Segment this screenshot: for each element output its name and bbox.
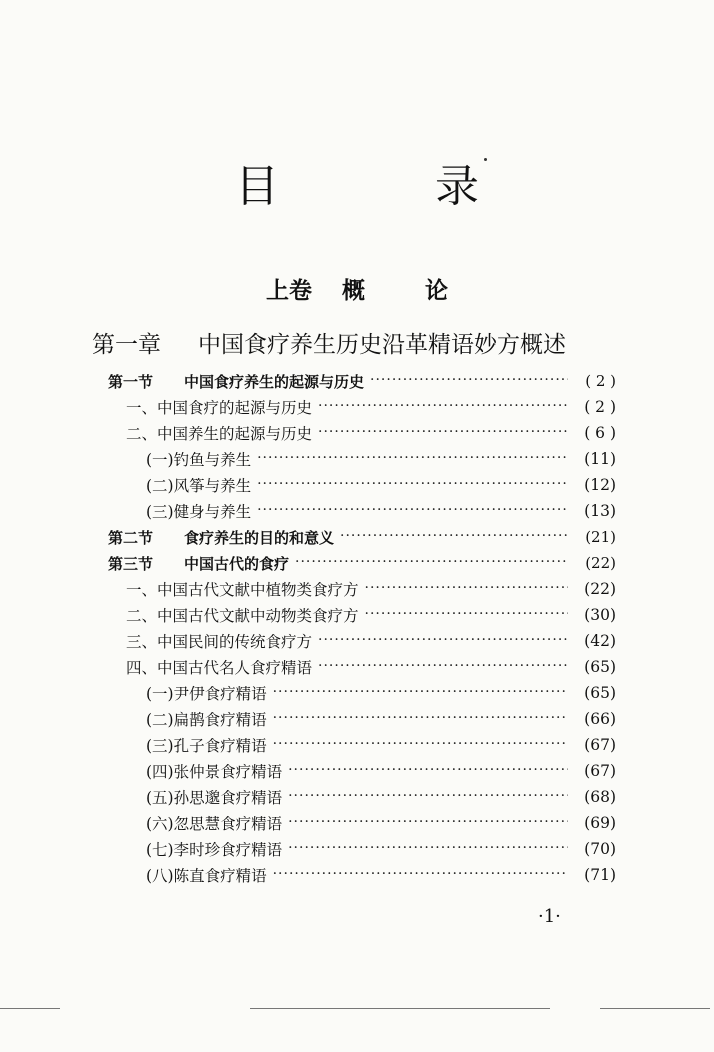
- leader-dots: [273, 710, 568, 728]
- chapter-heading: [92, 326, 652, 359]
- toc-entry-section[interactable]: [108, 524, 616, 550]
- leader-dots: [257, 476, 568, 494]
- entry-title: 三、中国民间的传统食疗方: [126, 633, 313, 651]
- toc-entry[interactable]: [126, 628, 616, 654]
- toc-entry[interactable]: [146, 498, 616, 524]
- entry-title: (六)忽思慧食疗精语: [146, 815, 283, 833]
- entry-title: (七)李时珍食疗精语: [146, 841, 283, 859]
- page-ref: (66): [584, 710, 616, 728]
- leader-dots: [318, 398, 568, 416]
- page-ref: ( 2 ): [584, 398, 616, 416]
- entry-title: (一)尹伊食疗精语: [146, 685, 267, 703]
- page-ref: ( 6 ): [584, 424, 616, 442]
- toc-entry[interactable]: [146, 732, 616, 758]
- leader-dots: [295, 554, 568, 572]
- page-ref: (30): [584, 606, 616, 624]
- volume-word-2: 论: [425, 278, 448, 304]
- entry-title: (三)孔子食疗精语: [146, 737, 267, 755]
- leader-dots: [288, 814, 568, 832]
- leader-dots: [365, 580, 568, 598]
- volume-heading: [0, 272, 714, 305]
- leader-dots: [318, 658, 568, 676]
- toc-entry-section[interactable]: [108, 368, 616, 394]
- page-ref: (22): [584, 580, 616, 598]
- toc-entry[interactable]: [126, 394, 616, 420]
- page-ref: (21): [585, 528, 616, 546]
- entry-title: 二、中国养生的起源与历史: [126, 425, 313, 443]
- leader-dots: [288, 788, 568, 806]
- toc-entry[interactable]: [146, 472, 616, 498]
- toc-entry[interactable]: [146, 836, 616, 862]
- entry-title: (三)健身与养生: [146, 503, 252, 521]
- page-ref: (11): [584, 450, 616, 468]
- page-ref: (13): [584, 502, 616, 520]
- leader-dots: [257, 502, 568, 520]
- page-ref: (70): [584, 840, 616, 858]
- leader-dots: [318, 632, 568, 650]
- scan-edge-line: [600, 1008, 710, 1009]
- toc-entry[interactable]: [126, 654, 616, 680]
- leader-dots: [257, 450, 568, 468]
- section-number: 第三节: [108, 554, 154, 573]
- leader-dots: [365, 606, 568, 624]
- volume-label: 上卷: [266, 278, 312, 304]
- page-ref: (71): [584, 866, 616, 884]
- leader-dots: [273, 736, 568, 754]
- entry-title: (四)张仲景食疗精语: [146, 763, 283, 781]
- section-title: 中国食疗养生的起源与历史: [184, 372, 365, 391]
- scan-speck: [484, 158, 487, 161]
- page-ref: (68): [584, 788, 616, 806]
- toc-entry[interactable]: [146, 680, 616, 706]
- section-number: 第一节: [108, 372, 154, 391]
- toc-entry[interactable]: [146, 862, 616, 888]
- toc-entry[interactable]: [146, 706, 616, 732]
- toc-entry[interactable]: [126, 602, 616, 628]
- volume-word-1: 概: [342, 278, 365, 304]
- page-ref: ( 2 ): [585, 372, 616, 390]
- entry-title: 一、中国古代文献中植物类食疗方: [126, 581, 359, 599]
- entry-title: 一、中国食疗的起源与历史: [126, 399, 313, 417]
- toc-entry-section[interactable]: [108, 550, 616, 576]
- leader-dots: [340, 528, 568, 546]
- entry-title: (二)扁鹊食疗精语: [146, 711, 267, 729]
- leader-dots: [273, 866, 568, 884]
- toc-entry[interactable]: [146, 784, 616, 810]
- toc-entry[interactable]: [126, 420, 616, 446]
- toc-entry[interactable]: [146, 446, 616, 472]
- section-title: 食疗养生的目的和意义: [184, 528, 335, 547]
- toc-entry[interactable]: [146, 758, 616, 784]
- page-ref: (67): [584, 736, 616, 754]
- leader-dots: [273, 684, 568, 702]
- page-ref: (12): [584, 476, 616, 494]
- entry-title: 二、中国古代文献中动物类食疗方: [126, 607, 359, 625]
- page-ref: (69): [584, 814, 616, 832]
- section-number: 第二节: [108, 528, 154, 547]
- page-title: 目 录: [235, 161, 535, 212]
- entry-title: 四、中国古代名人食疗精语: [126, 659, 313, 677]
- leader-dots: [288, 762, 568, 780]
- scan-edge-line: [0, 1008, 60, 1009]
- page-ref: (65): [584, 684, 616, 702]
- scan-edge-line: [250, 1008, 550, 1009]
- chapter-number: 第一章: [92, 332, 161, 358]
- toc-entry[interactable]: [126, 576, 616, 602]
- page-ref: (67): [584, 762, 616, 780]
- entry-title: (一)钓鱼与养生: [146, 451, 252, 469]
- leader-dots: [288, 840, 568, 858]
- page-ref: (42): [584, 632, 616, 650]
- leader-dots: [370, 372, 568, 390]
- page-ref: (22): [585, 554, 616, 572]
- entry-title: (八)陈直食疗精语: [146, 867, 267, 885]
- page-number: ·1·: [538, 906, 561, 927]
- page-ref: (65): [584, 658, 616, 676]
- leader-dots: [318, 424, 568, 442]
- chapter-title: 中国食疗养生历史沿革精语妙方概述: [198, 332, 566, 358]
- entry-title: (五)孙思邈食疗精语: [146, 789, 283, 807]
- entry-title: (二)风筝与养生: [146, 477, 252, 495]
- section-title: 中国古代的食疗: [184, 554, 290, 573]
- toc-entry[interactable]: [146, 810, 616, 836]
